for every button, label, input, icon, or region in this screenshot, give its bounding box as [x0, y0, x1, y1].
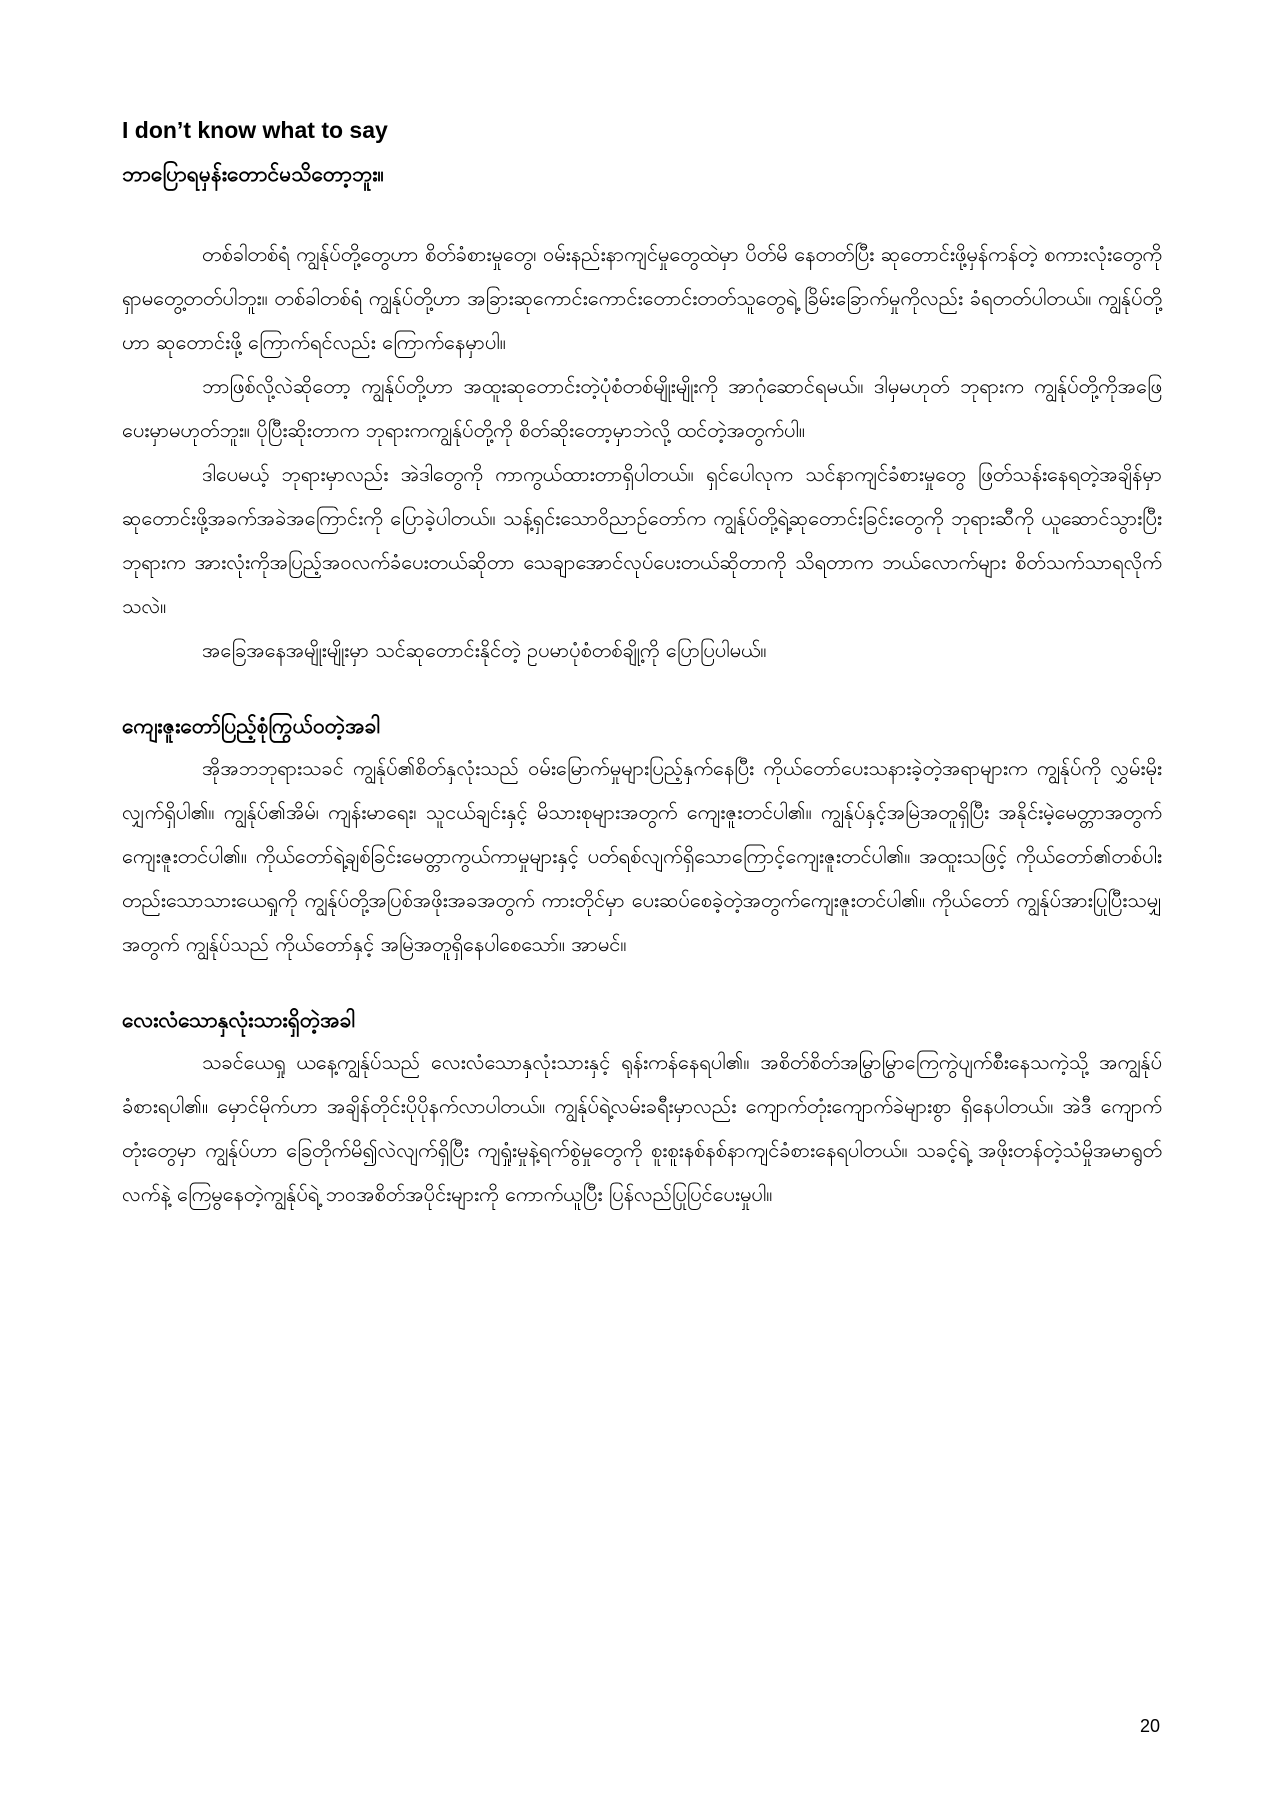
spacer	[122, 966, 1162, 1000]
document-page	[122, 112, 1162, 1216]
section-heading: လေးလံသောနှလုံးသားရှိတဲ့အခါ	[122, 1008, 355, 1032]
spacer	[122, 194, 1162, 232]
section-heavy-heart	[122, 1000, 1162, 1216]
intro-paragraph-4: အခြေအနေအမျိုးမျိုးမှာ သင်ဆုတောင်းနိုင်တဲ့ ဥပမာပုံစံတစ်ချို့ကို ပြောပြပါမယ်။	[202, 638, 767, 662]
section-paragraph: အိုအဘဘုရားသခင် ကျွန်ုပ်၏စိတ်နှလုံးသည် ဝမ်းမြောက်မှုများပြည့်နှက်နေပြီး ကိုယ်တော်ပေးသနားခဲ့တဲ့အရာများက ကျွန်ုပ်ကို လွှမ်းမိုးလျှက်ရှိပါ၏။ ကျွန်ုပ်၏အိမ်၊ ကျန်းမာရေး၊ သူငယ်ချင်းနှင့် မိသားစုများအတွက် ကျေးဇူးတင်ပါ၏။ ကျွန်ုပ်နှင့်အမြဲအတူရှိပြီး အနိုင်းမဲ့မေတ္တာအတွက်ကျေးဇူးတင်ပါ၏။ ကိုယ်တော်ရဲ့ချစ်ခြင်းမေတ္တာကွယ်ကာမှုများနှင့် ပတ်ရစ်လျက်ရှိသောကြောင့်ကျေးဇူးတင်ပါ၏။ အထူးသဖြင့် ကိုယ်တော်၏တစ်ပါးတည်းသောသားယေရှုကို ကျွန်ုပ်တို့အပြစ်အဖိုးအခအတွက် ကားတိုင်မှာ ပေးဆပ်စေခဲ့တဲ့အတွက်ကျေးဇူးတင်ပါ၏။ ကိုယ်တော် ကျွန်ုပ်အားပြုပြီးသမျှအတွက် ကျွန်ုပ်သည် ကိုယ်တော်နှင့် အမြဲအတူရှိနေပါစေသော်။ အာမင်။	[122, 756, 1162, 956]
section-paragraph: သခင်ယေရှု ယနေ့ကျွန်ုပ်သည် လေးလံသောနှလုံးသားနှင့် ရုန်းကန်နေရပါ၏။ အစိတ်စိတ်အမြွာမြွာကြေကွဲပျက်စီးနေသကဲ့သို့ အကျွန်ုပ်ခံစားရပါ၏။ မှောင်မိုက်ဟာ အချိန်တိုင်းပိုပိုနက်လာပါတယ်။ ကျွန်ုပ်ရဲ့လမ်းခရီးမှာလည်း ကျောက်တုံးကျောက်ခဲများစွာ ရှိနေပါတယ်။ အဲဒီ ကျောက်တုံးတွေမှာ ကျွန်ုပ်ဟာ ခြေတိုက်မိ၍လဲလျက်ရှိပြီး ကျရှုံးမှုနဲ့ရက်စွဲမှုတွေကို စူးစူးနစ်နစ်နာကျင်ခံစားနေရပါတယ်။ သခင့်ရဲ့ အဖိုးတန်တဲ့သံမှိုအမာရွတ်လက်နဲ့ ကြေမွနေတဲ့ကျွန်ုပ်ရဲ့ ဘဝအစိတ်အပိုင်းများကို ကောက်ယူပြီး ပြန်လည်ပြုပြင်ပေးမှုပါ။	[122, 1050, 1162, 1206]
intro-paragraph-3: ဒါပေမယ့် ဘုရားမှာလည်း အဲဒါတွေကို ကာကွယ်ထားတာရှိပါတယ်။ ရှင်ပေါလုက သင်နာကျင်ခံစားမှုတွေ ဖြတ်သန်းနေရတဲ့အချိန်မှာ ဆုတောင်းဖို့အခက်အခဲအကြောင်းကို ပြောခဲ့ပါတယ်။ သန့်ရှင်းသောဝိညာဉ်တော်က ကျွန်ုပ်တို့ရဲ့ဆုတောင်းခြင်းတွေကို ဘုရားဆီကို ယူဆောင်သွားပြီး ဘုရားက အားလုံးကိုအပြည့်အဝလက်ခံပေးတယ်ဆိုတာ သေချာအောင်လုပ်ပေးတယ်ဆိုတာကို သိရတာက ဘယ်လောက်များ စိတ်သက်သာရလိုက်သလဲ။	[122, 462, 1162, 618]
intro-paragraph-1: တစ်ခါတစ်ရံ ကျွန်ုပ်တို့တွေဟာ စိတ်ခံစားမှုတွေ၊ ဝမ်းနည်းနာကျင်မှုတွေထဲမှာ ပိတ်မိ နေတတ်ပြီး ဆုတောင်းဖို့မှန်ကန်တဲ့ စကားလုံးတွေကို ရှာမတွေ့တတ်ပါဘူး။ တစ်ခါတစ်ရံ ကျွန်ုပ်တို့ဟာ အခြားဆုကောင်းကောင်းတောင်းတတ်သူတွေရဲ့ ခြိမ်းခြောက်မှုကိုလည်း ခံရတတ်ပါတယ်။ ကျွန်ုပ်တို့ဟာ ဆုတောင်းဖို့ ကြောက်ရင်လည်း ကြောက်နေမှာပါ။	[122, 242, 1162, 354]
intro-paragraph-2: ဘာဖြစ်လို့လဲဆိုတော့ ကျွန်ုပ်တို့ဟာ အထူးဆုတောင်းတဲ့ပုံစံတစ်မျိုးမျိုးကို အာဂုံဆောင်ရမယ်။ ဒါမှမဟုတ် ဘုရားက ကျွန်ုပ်တို့ကိုအဖြေပေးမှာမဟုတ်ဘူး။ ပိုပြီးဆိုးတာက ဘုရားကကျွန်ုပ်တို့ကို စိတ်ဆိုးတော့မှာဘဲလို့ ထင်တဲ့အတွက်ပါ။	[122, 374, 1162, 442]
page-title-english: I don’t know what to say	[122, 117, 388, 143]
page-title-burmese: ဘာပြောရမှန်းတောင်မသိတော့ဘူး။	[122, 162, 384, 186]
section-thanksgiving	[122, 706, 1162, 966]
spacer	[122, 672, 1162, 706]
section-heading: ကျေးဇူးတော်ပြည့်စုံကြွယ်ဝတဲ့အခါ	[122, 714, 380, 738]
intro-section	[122, 232, 1162, 672]
page-number: 20	[1140, 1716, 1161, 1736]
